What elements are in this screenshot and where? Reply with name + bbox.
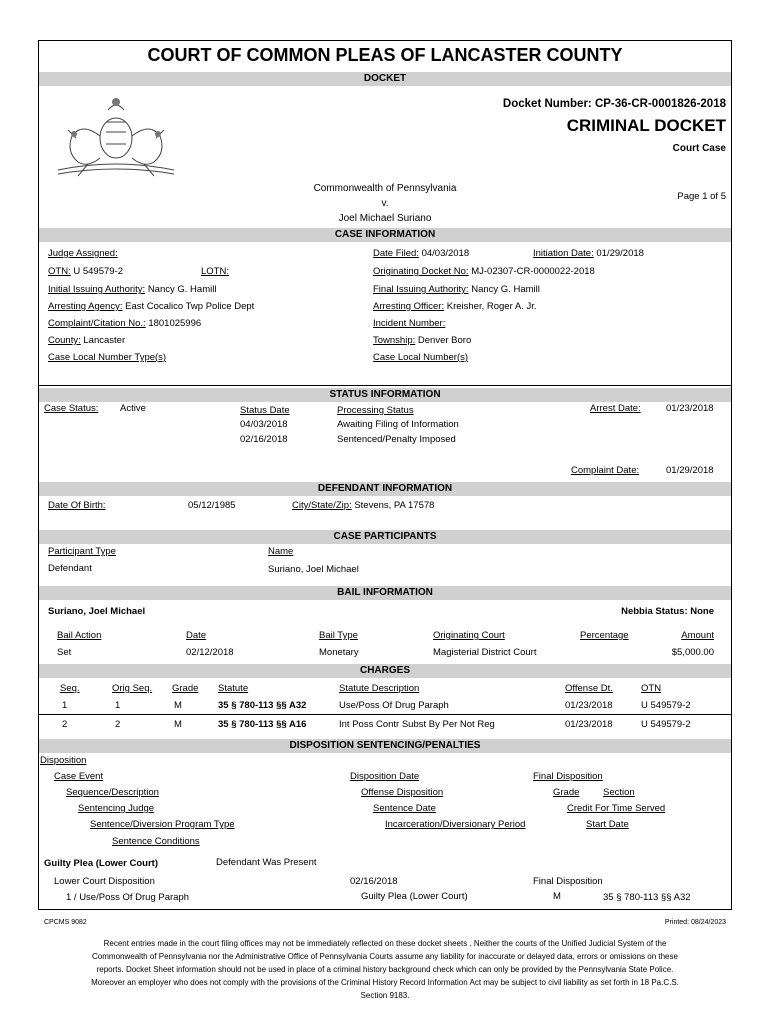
caption-plaintiff: Commonwealth of Pennsylvania: [313, 183, 457, 194]
lower-court-disposition: Lower Court Disposition: [54, 876, 155, 887]
county-value: Lancaster: [83, 335, 126, 346]
disposition-item: 1 / Use/Poss Of Drug Paraph: [66, 892, 190, 903]
charge-otn: U 549579-2: [641, 719, 691, 730]
bail-action-header: Bail Action: [57, 630, 102, 641]
orig-docket-value: MJ-02307-CR-0000022-2018: [471, 266, 595, 277]
sentence-conditions-header: Sentence Conditions: [112, 836, 200, 847]
county-label: County:: [48, 335, 81, 346]
arr-agency-value: East Cocalico Twp Police Dept: [125, 301, 255, 312]
caption-defendant: Joel Michael Suriano: [338, 213, 432, 224]
complaint-date-label: Complaint Date:: [571, 465, 640, 476]
charge-grade: M: [174, 719, 182, 730]
city-state-zip-row: [292, 500, 434, 512]
incarceration-period-header: Incarceration/Diversionary Period: [385, 819, 526, 830]
processing-status-label: Processing Status: [337, 405, 414, 416]
date-filed-row: [373, 248, 469, 260]
bail-info-bar: BAIL INFORMATION: [39, 586, 731, 600]
docket-number: Docket Number: CP-36-CR-0001826-2018: [502, 98, 726, 110]
case-event-note: Defendant Was Present: [216, 857, 317, 868]
participant-name-value: Suriano, Joel Michael: [268, 564, 359, 575]
sentencing-judge-header: Sentencing Judge: [78, 803, 155, 814]
otn-label: OTN:: [48, 266, 71, 277]
arr-agency-row: [48, 301, 254, 313]
incident-label: Incident Number:: [373, 318, 446, 329]
csz-value: Stevens, PA 17578: [354, 500, 435, 511]
sentence-program-header: Sentence/Diversion Program Type: [90, 819, 235, 830]
arr-officer-label: Arresting Officer:: [373, 301, 445, 312]
bail-person: Suriano, Joel Michael: [48, 606, 146, 617]
township-row: [373, 335, 471, 347]
township-label: Township:: [373, 335, 416, 346]
bail-percentage-header: Percentage: [580, 630, 629, 641]
charge-orig-seq: 1: [115, 700, 121, 711]
pennsylvania-seal-icon: [48, 92, 184, 178]
case-type: Court Case: [672, 143, 726, 154]
arr-officer-value: Kreisher, Roger A. Jr.: [446, 301, 537, 312]
disposition-bar: DISPOSITION SENTENCING/PENALTIES: [39, 739, 731, 753]
orig-docket-label: Originating Docket No:: [373, 266, 469, 277]
dob-label: Date Of Birth:: [48, 500, 106, 511]
lower-court-date: 02/16/2018: [350, 876, 398, 887]
final-auth-label: Final Issuing Authority:: [373, 284, 469, 295]
caption-versus: v.: [381, 198, 389, 209]
participant-type-label: Participant Type: [48, 546, 116, 557]
charge-orig-seq-header: Orig Seq.: [112, 683, 153, 694]
county-row: [48, 335, 125, 347]
bail-court-header: Originating Court: [433, 630, 505, 641]
status-row-text: Awaiting Filing of Information: [337, 419, 459, 430]
date-filed-value: 04/03/2018: [421, 248, 470, 259]
bail-type-value: Monetary: [319, 647, 359, 658]
bail-date-header: Date: [186, 630, 207, 641]
start-date-header: Start Date: [586, 819, 629, 830]
final-auth-row: [373, 284, 540, 296]
local-num-label: Case Local Number(s): [373, 352, 469, 363]
disposition-date-header: Disposition Date: [350, 771, 420, 782]
form-number: CPCMS 9082: [44, 919, 87, 926]
offense-disposition-header: Offense Disposition: [361, 787, 444, 798]
participant-name-label: Name: [268, 546, 294, 557]
charge-seq: 2: [62, 719, 68, 730]
initiation-value: 01/29/2018: [596, 248, 644, 259]
local-type-label: Case Local Number Type(s): [48, 352, 167, 363]
charge-offense-date: 01/23/2018: [565, 700, 613, 711]
init-auth-value: Nancy G. Hamill: [147, 284, 217, 295]
case-event-value: Guilty Plea (Lower Court): [44, 858, 159, 869]
disposition-item-grade: M: [553, 891, 561, 902]
bail-date-value: 02/12/2018: [186, 647, 234, 658]
participants-bar: CASE PARTICIPANTS: [39, 530, 731, 544]
docket-bar: DOCKET: [39, 72, 731, 86]
charge-offense-date: 01/23/2018: [565, 719, 613, 730]
charge-statute: 35 § 780-113 §§ A32: [218, 700, 307, 711]
case-status-value: Active: [120, 403, 146, 414]
disposition-header: Disposition: [40, 755, 87, 766]
bail-type-header: Bail Type: [319, 630, 358, 641]
charge-description: Use/Poss Of Drug Paraph: [339, 700, 449, 711]
lower-court-final: Final Disposition: [533, 876, 603, 887]
arr-agency-label: Arresting Agency:: [48, 301, 123, 312]
judge-label: Judge Assigned:: [48, 248, 118, 259]
otn-value: U 549579-2: [73, 266, 123, 277]
arr-officer-row: [373, 301, 537, 313]
initiation-row: [533, 248, 644, 260]
arrest-date-label: Arrest Date:: [590, 403, 641, 414]
page-number: Page 1 of 5: [677, 191, 726, 202]
charge-description-header: Statute Description: [339, 683, 420, 694]
bail-action-value: Set: [57, 647, 72, 658]
status-row-date: 02/16/2018: [240, 434, 288, 445]
charge-offense-date-header: Offense Dt.: [565, 683, 613, 694]
bail-amount-header: Amount: [681, 630, 714, 641]
charge-seq: 1: [62, 700, 68, 711]
charge-row-divider: [39, 714, 731, 715]
bail-amount-value: $5,000.00: [671, 647, 714, 658]
charge-description: Int Poss Contr Subst By Per Not Reg: [339, 719, 495, 730]
bail-court-value: Magisterial District Court: [433, 647, 537, 658]
initiation-label: Initiation Date:: [533, 248, 594, 259]
final-auth-value: Nancy G. Hamill: [471, 284, 540, 295]
csz-label: City/State/Zip:: [292, 500, 352, 511]
nebbia-status: Nebbia Status: None: [621, 606, 714, 617]
status-row-text: Sentenced/Penalty Imposed: [337, 434, 456, 445]
court-title: COURT OF COMMON PLEAS OF LANCASTER COUNTY: [147, 45, 623, 65]
orig-docket-row: [373, 266, 595, 278]
disposition-item-section: 35 § 780-113 §§ A32: [603, 892, 691, 903]
case-status-label: Case Status:: [44, 403, 99, 414]
charge-statute-header: Statute: [218, 683, 249, 694]
sentence-date-header: Sentence Date: [373, 803, 436, 814]
charge-orig-seq: 2: [115, 719, 121, 730]
complaint-row: [48, 318, 201, 330]
disposition-item-offense: Guilty Plea (Lower Court): [361, 891, 468, 902]
complaint-date-value: 01/29/2018: [666, 465, 714, 476]
sequence-description-header: Sequence/Description: [66, 787, 159, 798]
case-event-header: Case Event: [54, 771, 104, 782]
status-divider: [39, 385, 731, 386]
disclaimer: Recent entries made in the court filing offices may not be immediately reflected on these docket sheets . Neither the courts of the Unified Judicial System of the Commonwealth of Pennsylvania nor the Administrative Office of Pennsylvania Courts assume any liability for inaccurate or delayed data, errors or omissions on these reports. Docket Sheet information should not be used in place of a criminal history background check which can only be provided by the Pennsylvania State Police. Moreover an employer who does not comply with the provisions of the Criminal History Record Information Act may be subject to civil liability as set forth in 18 Pa.C.S. Section 9183.: [91, 939, 679, 1000]
arrest-date-value: 01/23/2018: [666, 403, 714, 414]
lotn-label: LOTN:: [201, 266, 229, 277]
status-row-date: 04/03/2018: [240, 419, 288, 430]
dob-value: 05/12/1985: [188, 500, 236, 511]
township-value: Denver Boro: [417, 335, 472, 346]
charges-bar: CHARGES: [39, 664, 731, 678]
status-date-label: Status Date: [240, 405, 290, 416]
charge-statute: 35 § 780-113 §§ A16: [218, 719, 307, 730]
charge-seq-header: Seq.: [60, 683, 80, 694]
complaint-label: Complaint/Citation No.:: [48, 318, 146, 329]
charge-otn: U 549579-2: [641, 700, 691, 711]
final-disposition-header: Final Disposition: [533, 771, 603, 782]
charge-grade-header: Grade: [172, 683, 199, 694]
grade-header: Grade: [553, 787, 580, 798]
charge-otn-header: OTN: [641, 683, 662, 694]
status-info-bar: STATUS INFORMATION: [39, 388, 731, 402]
section-header: Section: [603, 787, 635, 798]
complaint-value: 1801025996: [148, 318, 202, 329]
init-auth-label: Initial Issuing Authority:: [48, 284, 146, 295]
printed-date: Printed: 08/24/2023: [664, 919, 726, 926]
case-info-bar: CASE INFORMATION: [39, 228, 731, 242]
participant-type-value: Defendant: [48, 563, 92, 574]
init-auth-row: [48, 284, 216, 296]
defendant-info-bar: DEFENDANT INFORMATION: [39, 482, 731, 496]
charge-grade: M: [174, 700, 182, 711]
date-filed-label: Date Filed:: [373, 248, 419, 259]
credit-time-served-header: Credit For Time Served: [567, 803, 666, 814]
otn-row: [48, 266, 123, 278]
docket-type: CRIMINAL DOCKET: [566, 116, 726, 135]
